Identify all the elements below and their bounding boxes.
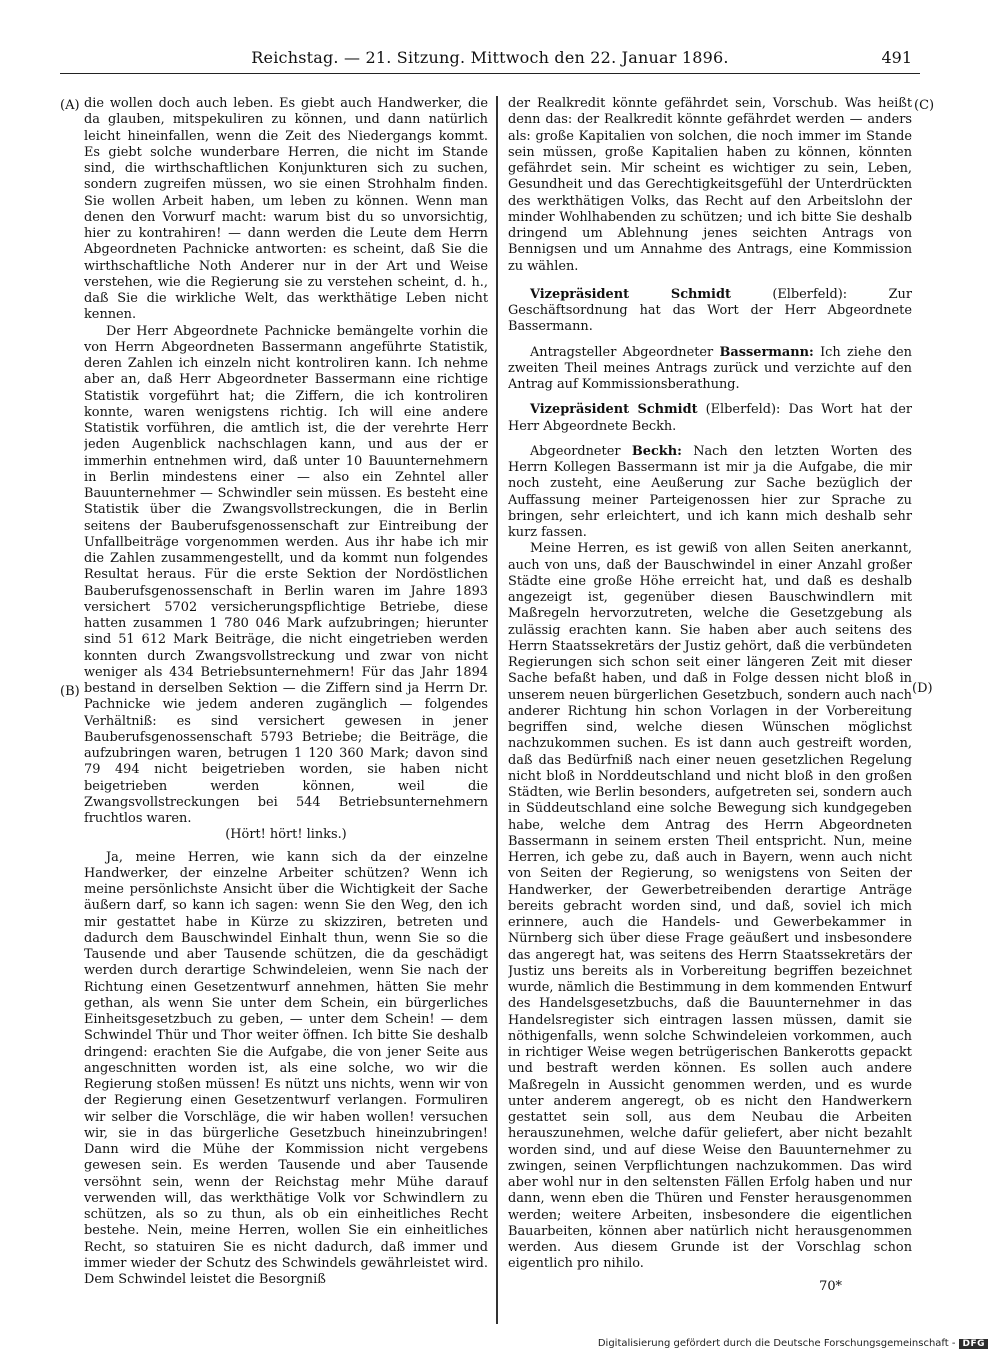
page-number: 491 (881, 48, 912, 67)
speaker-name: Vizepräsident Schmidt (530, 286, 731, 302)
margin-mark-c: (C) (914, 98, 935, 113)
speaker-paragraph (508, 444, 912, 542)
page-header (60, 44, 920, 74)
dfg-logo: DFG (959, 1339, 988, 1349)
speaker-name: Bassermann: (719, 344, 814, 360)
speaker-paragraph (508, 287, 912, 336)
speaker-text: Nach den letzten Worten des Herrn Kollegen Bassermann ist mir ja die Aufgabe, die mir noch zusteht, eine Aeußerung zur Sache bezüglich der Auffassung meiner Parteigenossen hier zur Sprache zu bringen, sehr erleichtert, und ich kann mich deshalb sehr kurz fassen. (508, 443, 912, 540)
left-column (84, 96, 488, 1324)
digitization-footer (0, 1338, 1000, 1349)
speaker-text: Ich ziehe den zweiten Theil meines Antrags zurück und verzichte auf den Antrag auf Kommissionsberathung. (508, 344, 912, 392)
paragraph: Der Herr Abgeordnete Pachnicke bemängelte vorhin die von Herrn Abgeordneten Bassermann angeführte Statistik, deren Zahlen ich einzeln nicht kontroliren kann. Ich nehme aber an, daß Herr Abgeordneter Bassermann eine richtige Statistik vorgeführt hat; die Ziffern, die ich kontroliren konnte, waren wenigstens richtig. Ich will eine andere Statistik vorführen, die amtlich ist, die der verehrte Herr jeden Augenblick nachschlagen kann, und aus der er immerhin entnehmen wird, daß unter 10 Bauunternehmern in Berlin mindestens einer — also ein Zehntel aller Bauunternehmer — Schwindler sein müssen. Es besteht eine Statistik über die Zwangsvollstreckungen, die in Berlin seitens der Bauberufsgenossenschaft zur Eintreibung der Unfallbeiträge vorgenommen werden. Aus ihr habe ich mir die Zahlen zusammengestellt, und da kommt nun folgendes Resultat heraus. Für die erste Sektion der Nordöstlichen Bauberufsgenossenschaft in Berlin waren im Jahre 1893 versichert 5702 versicherungspflichtige Betriebe, diese hatten zusammen 1 780 046 Mark aufzubringen; hierunter sind 51 612 Mark Beiträge, die nicht eingetrieben werden konnten durch Zwangsvollstreckung und zwar von nicht weniger als 434 Betriebsunternehmern! Für das Jahr 1894 bestand in derselben Sektion — die Ziffern sind ja Herrn Dr. Pachnicke wie jedem anderen zugänglich — folgendes Verhältniß: es sind versichert gewesen in jener Bauberufsgenossenschaft 5793 Betriebe; die Beiträge, die aufzubringen waren, betrugen 1 120 360 Mark; davon sind 79 494 nicht beigetrieben worden, sie haben nicht beigetrieben werden können, weil die Zwangsvollstreckungen bei 544 Betriebsunternehmern fruchtlos waren. (84, 323, 488, 826)
speaker-paragraph (508, 345, 912, 394)
margin-mark-d: (D) (912, 681, 933, 696)
footer-text: Digitalisierung gefördert durch die Deutsche Forschungsgemeinschaft - (597, 1338, 956, 1349)
interjection: (Hört! hört! links.) (225, 827, 347, 843)
speaker-role: Antragsteller Abgeordneter (530, 344, 720, 360)
sheet-signature: 70* (819, 1278, 842, 1294)
paragraph: Ja, meine Herren, wie kann sich da der einzelne Handwerker, der einzelne Arbeiter schützen? Wenn ich meine persönlichste Ansicht über die Wichtigkeit der Sache äußern darf, so kann ich sagen: wenn Sie den Weg, den ich mir gestattet habe in Kürze zu skizziren, betreten und dadurch dem Bauschwindel Einhalt thun, wenn Sie so die Tausende und aber Tausende schützen, die da geschädigt werden durch derartige Schwindeleien, wenn Sie nach der Richtung einen Gesetzentwurf annehmen, hätten Sie mehr gethan, als wenn Sie unter dem Schein, ein bürgerliches Einheitsgesetzbuch zu geben, — unter dem Schein! — dem Schwindel Thür und Thor weiter öffnen. Ich bitte Sie deshalb dringend: erachten Sie die Aufgabe, die von jener Seite aus angeschnitten worden ist, als eine solche, wo wir die Regierung stoßen müssen! Es nützt uns nichts, wenn wir von der Regierung einen Gesetzentwurf verlangen. Formuliren wir selber die Vorschläge, die wir haben wollen! versuchen wir, sie in das bürgerliche Gesetzbuch hineinzubringen! Dann wird die Mühe der Kommission nicht vergebens gewesen sein. Es werden Tausende und aber Tausende versöhnt sein, wenn der Reichstag mehr Mühe darauf verwenden will, das werkthätige Volk vor Schwindlern zu schützen, als so zu thun, als ob ein einheitliches Recht bestehe. Nein, meine Herren, wollen Sie ein einheitliches Recht, so statuiren Sie es nicht dadurch, daß immer und immer wieder der Schutz des Schwindels gewährleistet wird. Dem Schwindel leistet die Besorgniß (84, 849, 488, 1287)
paragraph: Meine Herren, es ist gewiß von allen Seiten anerkannt, auch von uns, daß der Bauschwindel in einer Anzahl großer Städte eine große Höhe erreicht hat, und daß es deshalb angezeigt ist, gegenüber diesen Bauschwindlern mit Maßregeln hervorzutreten, welche die Gesetzgebung als zulässig erachten kann. Sie haben aber auch seitens des Herrn Staatssekretärs der Justiz gehört, daß die verbündeten Regierungen sich schon seit einer längeren Zeit mit dieser Sache befaßt haben, und daß in Folge dessen nicht bloß in unserem neuen bürgerlichen Gesetzbuch, sondern auch nach anderer Richtung hin schon Vorlagen in der Vorbereitung begriffen sind, welche diesen Wünschen möglichst nachzukommen suchen. Es ist dann auch gestreift worden, daß das Bedürfniß nach einer neuen gesetzlichen Regelung nicht bloß in Norddeutschland und nicht bloß in den großen Städten, wie Berlin besonders, aufgetreten sei, sondern auch in Süddeutschland eine solche Bewegung sich kundgegeben habe, welche dem Antrag des Herrn Abgeordneten Bassermann in seinem ersten Theil entspricht. Nun, meine Herren, ich gebe zu, daß auch in Bayern, wenn auch nicht von Seiten der Regierung, so wenigstens von Seiten der Handwerker, der Gewerbetreibenden derartige Anträge bereits gebracht worden sind, und daß, soviel ich mich erinnere, auch die Handels- und Gewerbekammer in Nürnberg sich über diese Frage geäußert und insbesondere das angeregt hat, was seitens des Herrn Staatssekretärs der Justiz uns bereits als in Vorbereitung begriffen bezeichnet wurde, nämlich die Bestimmung in dem kommenden Entwurf des Handelsgesetzbuchs, daß die Bauunternehmer in das Handelsregister sich eintragen lassen müssen, damit sie nöthigenfalls, wenn solche Schwindeleien vorkommen, auch in richtiger Weise wegen betrügerischen Bankerotts gepackt und bestraft werden können. Es sollen auch andere Maßregeln in Aussicht genommen werden, und es wurde unter anderem angeregt, ob es nicht den Handwerkern gestattet sein soll, aus dem Neubau die Arbeiten herauszunehmen, welche dafür geliefert, aber nicht bezahlt worden sind, und auf diese Weise den Bauunternehmer zu zwingen, seinen Verpflichtungen nachzukommen. Das wird aber wohl nur in den seltensten Fällen Erfolg haben und nur dann, wenn eben die Thüren und Fenster herausgenommen werden; weitere Arbeiten, insbesondere die eigentlichen Bauarbeiten, können aber natürlich nicht herausgenommen werden. Aus diesem Grunde ist der Vorschlag schon eigentlich pro nihilo. (508, 541, 912, 1272)
speaker-text: (Elberfeld): Das Wort hat der Herr Abgeordnete Beckh. (508, 402, 912, 434)
speaker-paragraph (508, 402, 912, 435)
margin-mark-a: (A) (60, 98, 80, 113)
paragraph: die wollen doch auch leben. Es giebt auch Handwerker, die da glauben, mitspekuliren zu können, und dann natürlich leicht hineinfallen, wenn die Zeit des Niedergangs kommt. Es giebt solche wunderbare Herren, die nicht im Stande sind, die wirthschaftlichen Konjunkturen sich zu suchen, sondern zugreifen müssen, wo sie einen Strohhalm finden. Sie wollen Arbeit haben, um leben zu können. Wenn man denen den Vorwurf macht: warum bist du so unvorsichtig, hier zu kontrahiren! — dann werden die Leute dem Herrn Abgeordneten Pachnicke antworten: es scheint, daß Sie die wirthschaftliche Noth Anderer nur in der Art und Weise verstehen, wie die Regierung sie zu verstehen scheint, d. h., daß Sie die wirkliche Welt, das werkthätige Leben nicht kennen. (84, 96, 488, 323)
speaker-role: Abgeordneter (530, 443, 632, 459)
margin-mark-b: (B) (60, 684, 80, 699)
right-column (508, 96, 912, 1324)
speaker-name: Beckh: (631, 443, 682, 459)
speaker-text: (Elberfeld): Zur Geschäftsordnung hat das Wort der Herr Abgeordnete Bassermann. (508, 286, 912, 335)
paragraph: der Realkredit könnte gefährdet sein, Vorschub. Was heißt denn das: der Realkredit könnte gefährdet werden — anders als: große Kapitalien von solchen, die noch immer im Stande sein müssen, große Kapitalien haben zu können, könnten gefährdet sein. Mir scheint es wichtiger zu sein, Leben, Gesundheit und das Gerechtigkeitsgefühl der Unterdrückten des werkthätigen Volks, das Recht auf den Arbeitslohn der minder Wohlhabenden zu schützen; und ich bitte Sie deshalb dringend um Ablehnung jenes seichten Antrags von Bennigsen und um Annahme des Antrags, eine Kommission zu wählen. (508, 96, 912, 274)
running-head: Reichstag. — 21. Sitzung. Mittwoch den 22. Januar 1896. (251, 48, 729, 67)
speaker-name: Vizepräsident Schmidt (530, 402, 698, 418)
column-divider (496, 96, 498, 1324)
